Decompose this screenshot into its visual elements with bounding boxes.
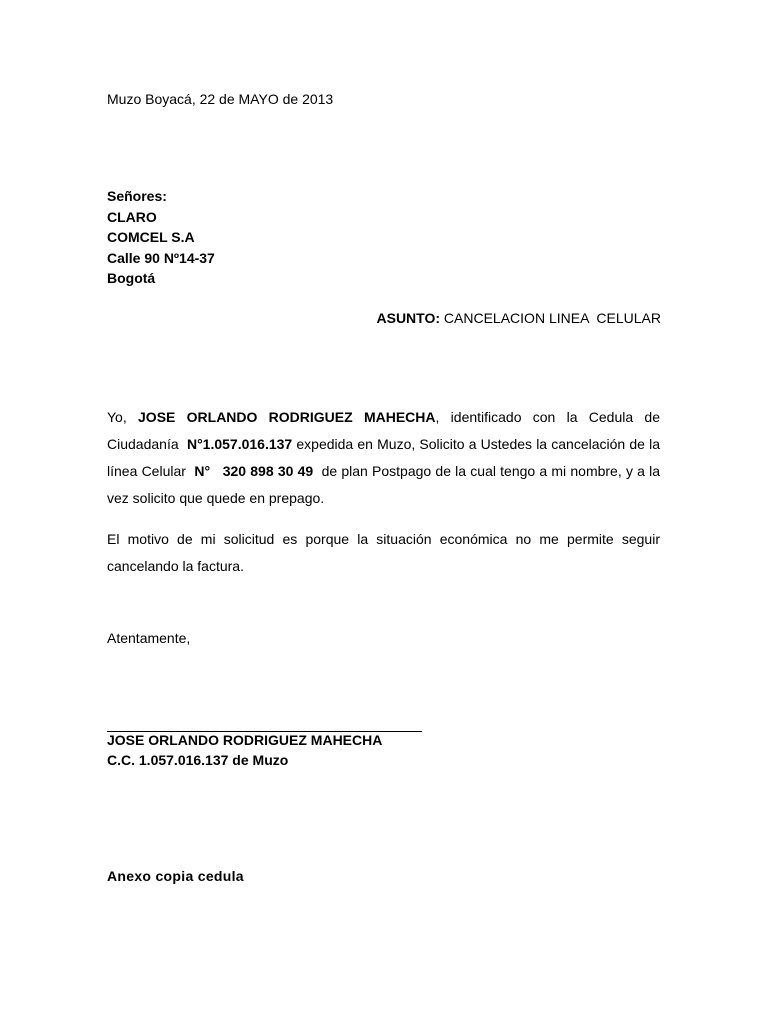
line-number: 320 898 30 49 <box>222 463 314 479</box>
paragraph1-text-4: de plan Postpago de la cual tengo a mi nombre, y a la vez solicito que quede en prepago. <box>107 463 661 506</box>
paragraph1-text-2: , identificado con la Cedula de Ciudadanía <box>107 409 660 452</box>
body-paragraph-1 <box>107 404 660 512</box>
recipient-entity: COMCEL S.A <box>107 229 195 245</box>
subject-line <box>377 310 662 326</box>
signature-name: JOSE ORLANDO RODRIGUEZ MAHECHA <box>107 732 383 748</box>
closing: Atentamente, <box>107 630 191 646</box>
recipient-salutation: Señores: <box>107 188 167 204</box>
recipient-company: CLARO <box>107 208 157 225</box>
signature-id: C.C. 1.057.016.137 de Muzo <box>107 752 289 768</box>
recipient-address <box>107 186 215 289</box>
annex-note: Anexo copia cedula <box>107 868 244 884</box>
subject-label: ASUNTO: <box>376 310 441 326</box>
paragraph1-text-3: expedida en Muzo, Solicito a Ustedes la cancelación de la línea Celular <box>107 436 661 479</box>
line-label: N° <box>194 463 211 479</box>
body-paragraph-2: El motivo de mi solicitud es porque la situación económica no me permite seguir cancelando la factura. <box>107 531 660 574</box>
subject-text: CANCELACION LINEA CELULAR <box>440 310 661 326</box>
date-line: Muzo Boyacá, 22 de MAYO de 2013 <box>107 91 334 107</box>
recipient-street: Calle 90 Nº14-37 <box>107 249 215 266</box>
requester-name: JOSE ORLANDO RODRIGUEZ MAHECHA <box>138 409 436 425</box>
paragraph1-text-1: Yo, <box>107 409 139 425</box>
id-number: N°1.057.016.137 <box>186 436 293 452</box>
recipient-city: Bogotá <box>107 270 156 286</box>
